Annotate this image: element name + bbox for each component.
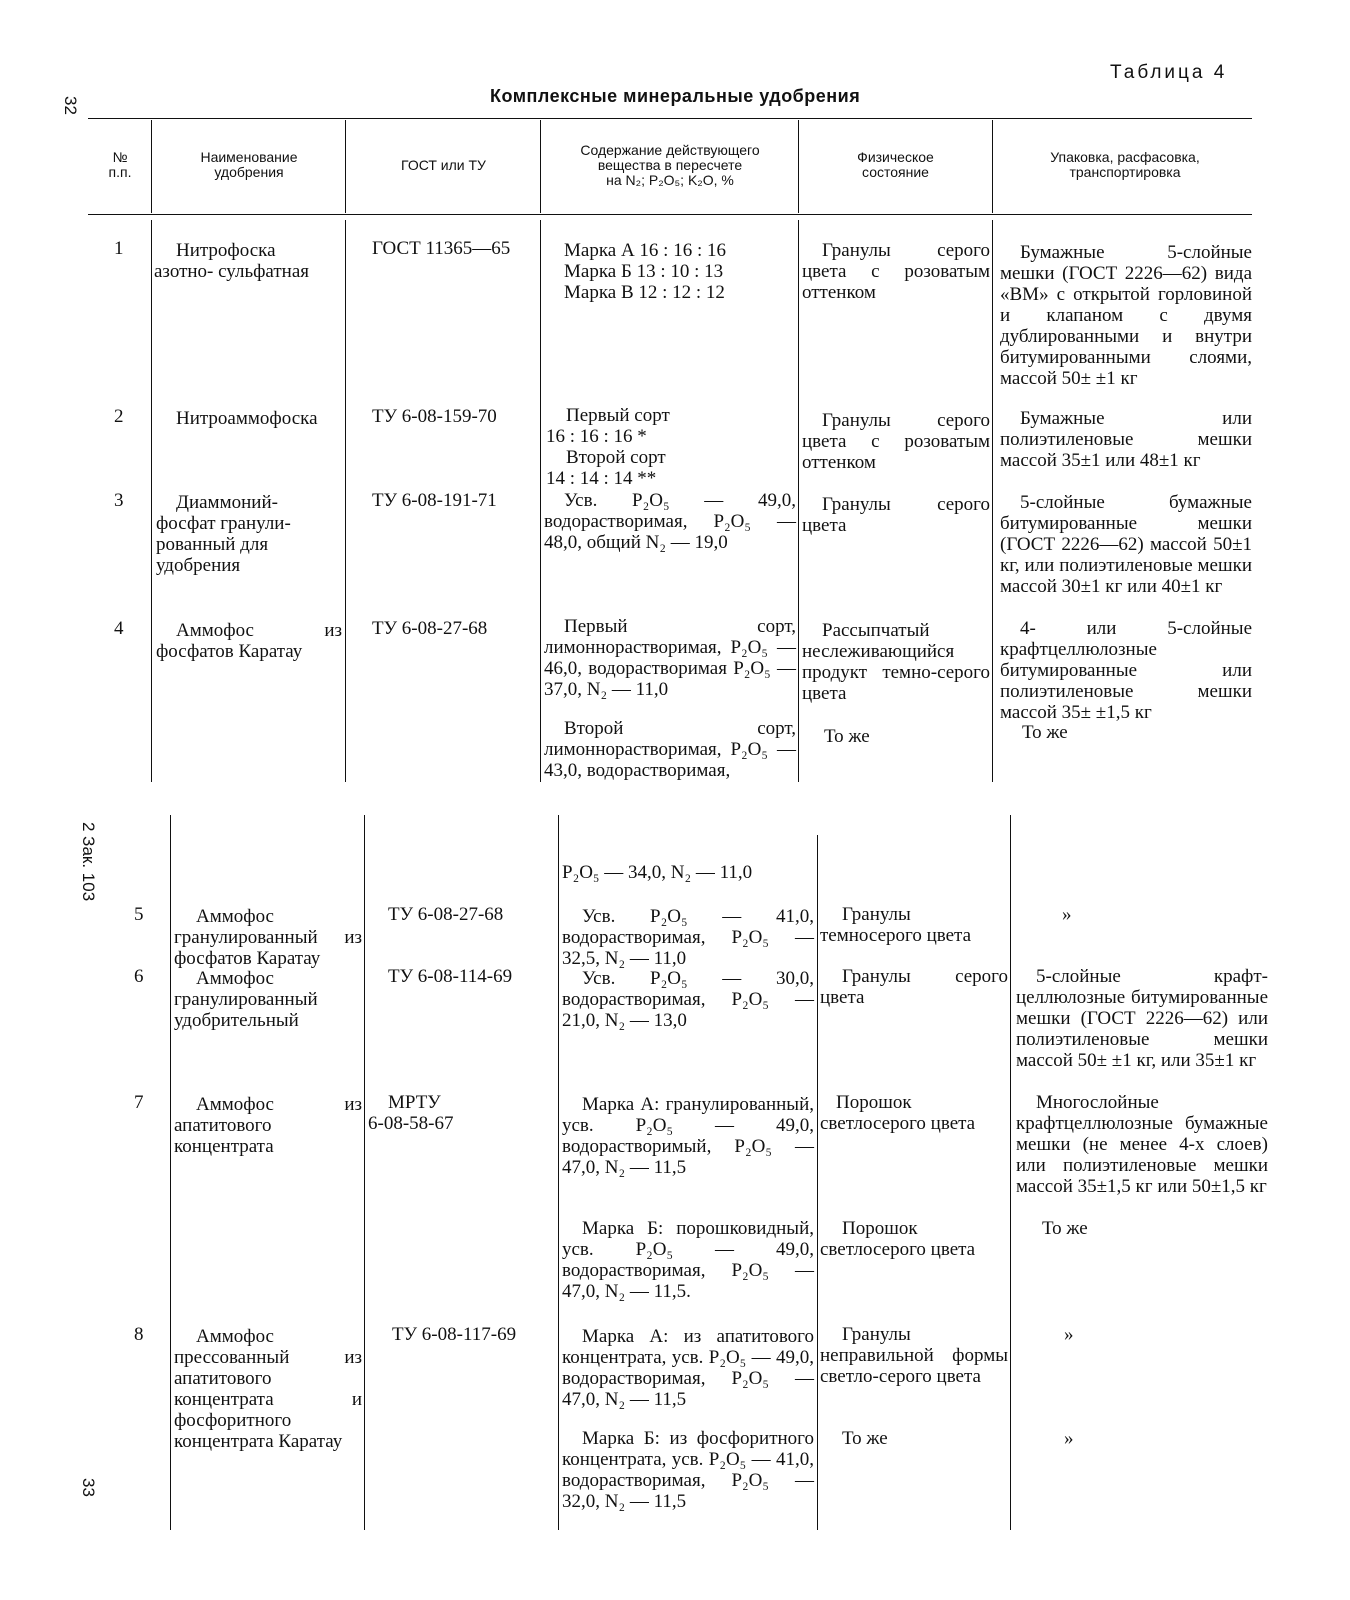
- table-top-rule: [88, 118, 1252, 119]
- header-gost: ГОСТ или ТУ: [401, 157, 486, 173]
- col-divider: [540, 220, 541, 782]
- row3-pack: 5-слойные бумажные битумированные мешки (ГОСТ 2226—62) массой 50±1 кг, или полиэтиленовые мешки массой 30±1 кг или 40±1 кг: [1000, 492, 1252, 597]
- row8-pack-1: »: [1064, 1324, 1074, 1345]
- row3-num: 3: [114, 490, 124, 511]
- row8-state-2: То же: [842, 1428, 888, 1449]
- row5-num: 5: [134, 904, 144, 925]
- col-divider: [345, 220, 346, 782]
- header-state: Физическое состояние: [857, 149, 934, 180]
- table-title: Комплексные минеральные удобрения: [490, 86, 861, 106]
- row7-name: Аммофос из апатитового концентрата: [174, 1094, 362, 1157]
- col-divider: [345, 120, 346, 213]
- row7-num: 7: [134, 1092, 144, 1113]
- row7-pack-2: То же: [1042, 1218, 1088, 1239]
- page-number-left: 32: [61, 96, 80, 115]
- row2-state: Гранулы серого цвета с розоватым оттенком: [802, 410, 990, 473]
- row2-num: 2: [114, 406, 124, 427]
- col-divider: [364, 815, 365, 1530]
- row2-pack: Бумажные или полиэтиленовые мешки массой 35±1 или 48±1 кг: [1000, 408, 1252, 471]
- header-name: Наименование удобрения: [200, 149, 298, 180]
- row4-state-1: Рассыпчатый неслеживающийся продукт темно-серого цвета: [802, 620, 990, 704]
- row1-gost: ГОСТ 11365—65: [372, 238, 511, 259]
- row5-pack: »: [1062, 904, 1072, 925]
- row1-state: Гранулы серого цвета с розоватым оттенком: [802, 240, 990, 303]
- order-mark: 2 Зак. 103: [79, 822, 98, 902]
- col-divider: [798, 120, 799, 213]
- row2-content-1: Первый сорт 16 : 16 : 16 *: [546, 405, 670, 447]
- col-divider: [817, 835, 818, 1530]
- row3-state: Гранулы серого цвета: [802, 494, 990, 536]
- row2-name: Нитроаммофоска: [176, 408, 318, 429]
- row7-pack-1: Многослойные крафтцеллюлозные бумажные мешки (не менее 4-х слоев) или полиэтиленовые мешки массой 35±1,5 кг или 50±1,5 кг: [1016, 1092, 1268, 1197]
- row5-state: Гранулы темносерого цвета: [820, 904, 971, 946]
- row4-content-2: Второй сорт, лимоннорастворимая, P₂O₅ — 43,0, водорастворимая,: [544, 718, 796, 781]
- row3-name: Диаммоний- фосфат гранули- рованный для удобрения: [156, 492, 291, 576]
- row1-num: 1: [114, 238, 124, 259]
- col-divider: [558, 815, 559, 1530]
- col-divider: [992, 220, 993, 782]
- row5-content: Усв. P₂O₅ — 41,0, водорастворимая, P₂O₅ — 32,5, N₂ — 11,0: [562, 906, 814, 969]
- row7-state-2: Порошок светлосерого цвета: [820, 1218, 976, 1260]
- row4-gost: ТУ 6-08-27-68: [372, 618, 488, 639]
- row4-name: Аммофос из фосфатов Каратау: [156, 620, 342, 662]
- col-divider: [151, 220, 152, 782]
- row8-name: Аммофос прессованный из апатитового концентрата и фосфоритного концентрата Каратау: [174, 1326, 362, 1452]
- row6-num: 6: [134, 966, 144, 987]
- row3-content: Усв. P₂O₅ — 49,0, водорастворимая, P₂O₅ — 48,0, общий N₂ — 19,0: [544, 490, 796, 553]
- row4-num: 4: [114, 618, 124, 639]
- row3-gost: ТУ 6-08-191-71: [372, 490, 497, 511]
- row8-state-1: Гранулы неправильной формы светло-серого цвета: [820, 1324, 1008, 1387]
- row7-state-1: Порошок светлосерого цвета: [820, 1092, 976, 1134]
- row7-content-2: Марка Б: порошковидный, усв. P₂O₅ — 49,0, водорастворимая, P₂O₅ — 47,0, N₂ — 11,5.: [562, 1218, 814, 1302]
- col-divider: [540, 120, 541, 213]
- header-pack: Упаковка, расфасовка, транспортировка: [1050, 149, 1200, 180]
- header-bottom-rule: [88, 214, 1252, 215]
- row8-gost: ТУ 6-08-117-69: [392, 1324, 517, 1345]
- row4-state-2: То же: [824, 726, 870, 747]
- row5-gost: ТУ 6-08-27-68: [388, 904, 504, 925]
- row6-pack: 5-слойные крафт-целлюлозные битумированные мешки (ГОСТ 2226—62) или полиэтиленовые мешки массой 50± ±1 кг, или 35±1 кг: [1016, 966, 1268, 1071]
- row1-name: Нитрофоска азотно- сульфатная: [154, 240, 310, 282]
- row8-content-1: Марка А: из апатитового концентрата, усв. P₂O₅ — 49,0, водорастворимая, P₂O₅ — 47,0, N₂ — 11,5: [562, 1326, 814, 1410]
- col-divider: [151, 120, 152, 213]
- row1-content: Марка А 16 : 16 : 16 Марка Б 13 : 10 : 13 Марка В 12 : 12 : 12: [564, 240, 726, 303]
- row6-state: Гранулы серого цвета: [820, 966, 1008, 1008]
- row2-gost: ТУ 6-08-159-70: [372, 406, 497, 427]
- header-content: Содержание действующего вещества в пересчете на N₂; P₂O₅; K₂O, %: [580, 142, 760, 188]
- row7-gost: МРТУ 6-08-58-67: [368, 1092, 454, 1134]
- row6-name: Аммофос гранулированный удобрительный: [174, 968, 318, 1031]
- row6-gost: ТУ 6-08-114-69: [388, 966, 513, 987]
- row2-content-2: Второй сорт 14 : 14 : 14 **: [546, 447, 666, 489]
- row5-name: Аммофос гранулированный из фосфатов Каратау: [174, 906, 362, 969]
- table-label: Таблица 4: [1110, 62, 1228, 83]
- col-divider: [170, 815, 171, 1530]
- row1-pack: Бумажные 5-слойные мешки (ГОСТ 2226—62) вида «ВМ» с открытой горловиной и клапаном с двумя дублированными и внутри битумированными слоями, массой 50± ±1 кг: [1000, 242, 1252, 389]
- col-divider: [992, 120, 993, 213]
- row6-content: Усв. P₂O₅ — 30,0, водорастворимая, P₂O₅ — 21,0, N₂ — 13,0: [562, 968, 814, 1031]
- col-divider: [798, 220, 799, 782]
- row4-content-1: Первый сорт, лимоннорастворимая, P₂O₅ — 46,0, водорастворимая P₂O₅ — 37,0, N₂ — 11,0: [544, 616, 796, 700]
- row4-pack-2: То же: [1022, 722, 1068, 743]
- row4-pack-1: 4- или 5-слойные крафтцеллюлозные битумированные или полиэтиленовые мешки массой 35± ±1,5 кг: [1000, 618, 1252, 723]
- row8-num: 8: [134, 1324, 144, 1345]
- header-num: № п.п.: [108, 149, 132, 180]
- col-divider: [1010, 815, 1011, 1530]
- row8-content-2: Марка Б: из фосфоритного концентрата, усв. P₂O₅ — 41,0, водорастворимая, P₂O₅ — 32,0, N₂ — 11,5: [562, 1428, 814, 1512]
- row7-content-1: Марка А: гранулированный, усв. P₂O₅ — 49,0, водорастворимый, P₂O₅ — 47,0, N₂ — 11,5: [562, 1094, 814, 1178]
- page-number-right: 33: [79, 1478, 98, 1497]
- row8-pack-2: »: [1064, 1428, 1074, 1449]
- row4-content-2b: P₂O₅ — 34,0, N₂ — 11,0: [562, 862, 753, 883]
